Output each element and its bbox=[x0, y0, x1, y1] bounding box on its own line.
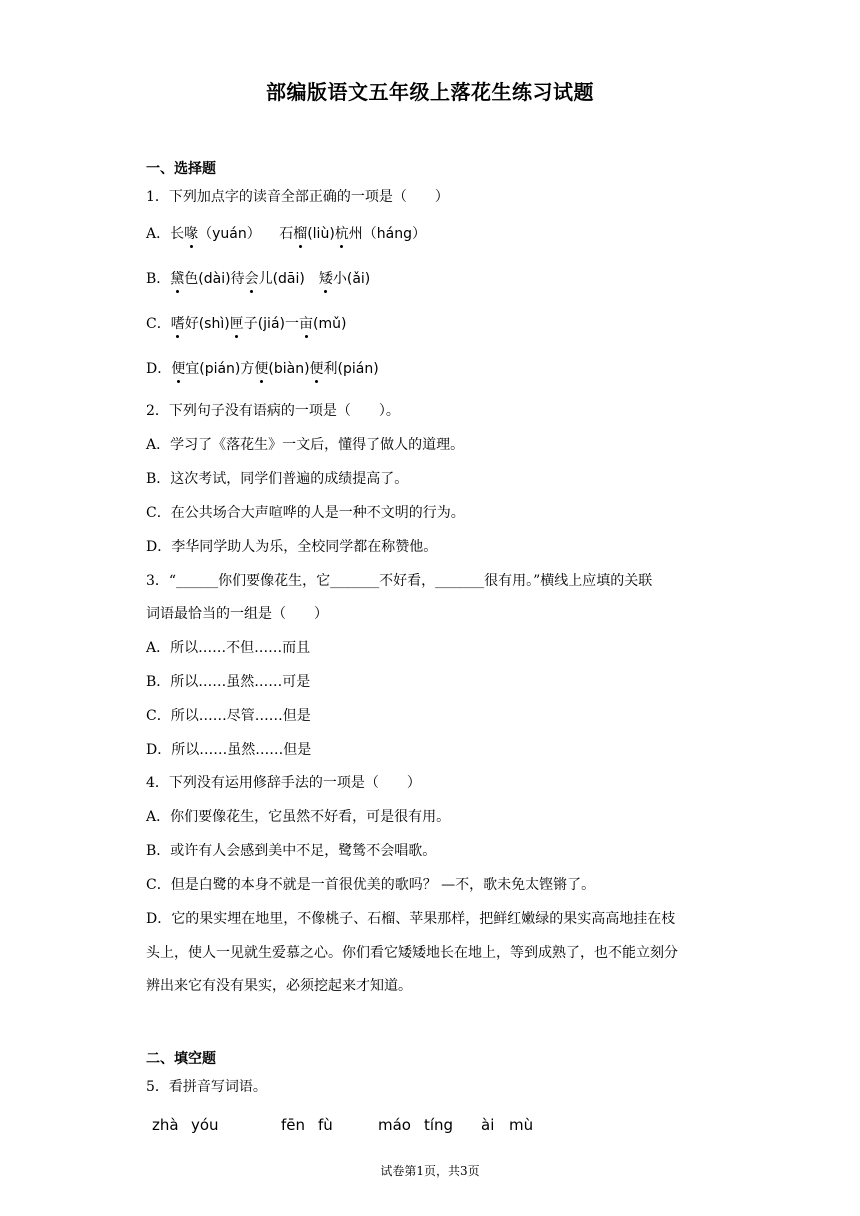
char: 州 bbox=[348, 226, 363, 242]
pinyin-syllable: fēn bbox=[281, 1116, 306, 1134]
char: 待 bbox=[230, 271, 245, 287]
pinyin: (liù) bbox=[307, 226, 335, 242]
pinyin: (dāi) bbox=[272, 271, 305, 287]
option-label: B． bbox=[146, 271, 171, 287]
pinyin: (jiá) bbox=[257, 316, 285, 332]
question-2-option-b: B．这次考试，同学们普遍的成绩提高了。 bbox=[146, 471, 409, 487]
dotted-char: 榴 bbox=[293, 223, 307, 243]
dotted-char: 矮 bbox=[319, 268, 333, 288]
question-4-option-d-line3: 辨出来它有没有果实，必须挖起来才知道。 bbox=[146, 978, 412, 994]
question-4-option-d-line2: 头上，使人一见就生爱慕之心。你们看它矮矮地长在地上，等到成熟了，也不能立刻分 bbox=[146, 945, 678, 961]
option-label: C． bbox=[146, 316, 171, 332]
question-2-option-a: A．学习了《落花生》一文后，懂得了做人的道理。 bbox=[146, 437, 465, 453]
question-1-option-a bbox=[146, 223, 426, 243]
dotted-char: 嗜 bbox=[171, 313, 185, 333]
pinyin: (shì) bbox=[198, 316, 230, 332]
dotted-char: 会 bbox=[245, 268, 259, 288]
char: 好 bbox=[184, 316, 199, 332]
question-2-option-d: D．李华同学助人为乐，全校同学都在称赞他。 bbox=[146, 539, 438, 555]
pinyin: （yuán） bbox=[198, 226, 261, 242]
pinyin: (biàn) bbox=[268, 361, 310, 377]
pinyin-syllable: yóu bbox=[191, 1116, 219, 1134]
pinyin: (ǎi) bbox=[346, 271, 371, 287]
question-3-stem-line1: 3．“______你们要像花生，它_______不好看，_______很有用。”横线上应填的关联 bbox=[146, 573, 653, 589]
pinyin-syllable: tíng bbox=[424, 1116, 454, 1134]
pinyin-syllable: ài bbox=[481, 1116, 495, 1134]
char: 石 bbox=[279, 226, 294, 242]
dotted-char: 黛 bbox=[170, 268, 184, 288]
pinyin: (pián) bbox=[337, 361, 379, 377]
question-4-option-d-line1: D．它的果实埋在地里，不像桃子、石榴、苹果那样，把鲜红嫩绿的果实高高地挂在枝 bbox=[146, 911, 676, 927]
question-1-option-d bbox=[146, 358, 379, 378]
question-1-option-b bbox=[146, 268, 370, 288]
pinyin-syllable: mù bbox=[509, 1116, 534, 1134]
section-heading-fill: 二、填空题 bbox=[146, 1051, 216, 1067]
question-3-option-d: D．所以……虽然……但是 bbox=[146, 742, 312, 758]
char: 色 bbox=[184, 271, 199, 287]
option-label: A．长 bbox=[146, 226, 185, 242]
char: 宜 bbox=[185, 361, 200, 377]
question-1-stem: 1．下列加点字的读音全部正确的一项是（ ） bbox=[146, 189, 449, 205]
option-label: D． bbox=[146, 361, 172, 377]
question-3-stem-line2: 词语最恰当的一组是（ ） bbox=[146, 606, 328, 622]
pinyin-syllable: zhà bbox=[152, 1116, 179, 1134]
dotted-char: 便 bbox=[254, 358, 268, 378]
question-3-option-c: C．所以……尽管……但是 bbox=[146, 708, 311, 724]
dotted-char: 喙 bbox=[184, 223, 198, 243]
question-5-stem: 5．看拼音写词语。 bbox=[146, 1079, 267, 1095]
pinyin-syllable: máo bbox=[378, 1116, 411, 1134]
question-4-option-b: B．或许有人会感到美中不足，鹭鸶不会唱歌。 bbox=[146, 843, 437, 859]
char: 方 bbox=[240, 361, 255, 377]
dotted-char: 亩 bbox=[299, 313, 313, 333]
question-2-option-c: C．在公共场合大声喧哗的人是一种不文明的行为。 bbox=[146, 505, 465, 521]
char: 儿 bbox=[258, 271, 273, 287]
char: 小 bbox=[332, 271, 347, 287]
char: 一 bbox=[285, 316, 299, 332]
pinyin: (pián) bbox=[199, 361, 241, 377]
dotted-char: 杭 bbox=[335, 223, 349, 243]
pinyin: （háng） bbox=[362, 226, 426, 242]
page-title: 部编版语文五年级上落花生练习试题 bbox=[266, 80, 594, 104]
question-4-stem: 4．下列没有运用修辞手法的一项是（ ） bbox=[146, 775, 421, 791]
dotted-char: 便 bbox=[310, 358, 324, 378]
dotted-char: 便 bbox=[171, 358, 185, 378]
page-footer: 试卷第1页，共3页 bbox=[380, 1164, 480, 1178]
question-2-stem: 2．下列句子没有语病的一项是（ ）。 bbox=[146, 403, 400, 419]
dotted-char: 匣 bbox=[230, 313, 244, 333]
question-3-option-b: B．所以……虽然……可是 bbox=[146, 674, 311, 690]
pinyin: (mǔ) bbox=[313, 316, 347, 332]
question-1-option-c bbox=[146, 313, 346, 333]
question-4-option-a: A．你们要像花生，它虽然不好看，可是很有用。 bbox=[146, 809, 451, 825]
section-heading-choice: 一、选择题 bbox=[146, 161, 216, 177]
char: 子 bbox=[243, 316, 258, 332]
question-4-option-c: C．但是白鹭的本身不就是一首很优美的歌吗？ —不，歌未免太铿锵了。 bbox=[146, 877, 596, 893]
char: 利 bbox=[323, 361, 338, 377]
pinyin-syllable: fù bbox=[318, 1116, 333, 1134]
question-3-option-a: A．所以……不但……而且 bbox=[146, 640, 311, 656]
pinyin: (dài) bbox=[198, 271, 231, 287]
